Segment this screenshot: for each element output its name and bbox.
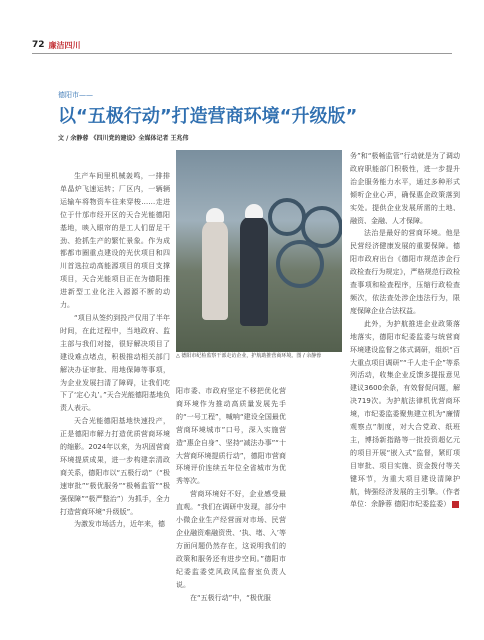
paragraph: 法治是最好的营商环境。他是民营经济健康发展的重要保障。德阳市政府出台《德阳市规范涉企行政检查行为规定》，严格规范行政检查事项和检查程序，压缩行政检查频次，依法查处涉企违法行为，限度保障企业合法权益。 <box>350 229 460 315</box>
paragraph: 营商环境好不好，企业感受最直观。“我们在调研中发现，部分中小微企业生产经营面对市场、民营企业融资难融资贵、‘执、堵、入’等方面问题仍然存在，这说明我们的政策和服务还有进步空间。”德阳市纪委监委党风政风监督室负责人说。 <box>176 490 286 589</box>
text-column-1 <box>60 170 170 531</box>
safety-helmet <box>245 204 263 218</box>
paragraph <box>350 318 460 512</box>
person-figure <box>240 216 268 326</box>
paragraph: 阳市委、市政府坚定不移把优化营商环境作为推动高质量发展先手的“一号工程”，喊响“建设全国最优营商环境城市”口号，深入实施营造“惠企自身”、坚持“减法办事”“十大营商环境提质行动”，德阳市营商环境评价连续五年位全省城市为优秀等次。 <box>176 387 286 486</box>
article-kicker: 德阳市—— <box>58 91 93 99</box>
section-title: 廉洁四川 <box>48 40 81 50</box>
paragraph: 生产车间里机械轰鸣，一排排单晶炉飞速运转；厂区内，一辆辆运输车将物资车往来穿梭……走进位于什邡市经开区的天合光能德阳基地，映入眼帘的是工人们留足干劲、抢抓生产的繁忙景象。作为成都都市圈重点建设的光伏项目和四川首选拉动高能源项目的项目支撑项目，天合光能项目正在为德阳推进新型工业化注入源源不断的动力。 <box>60 172 170 310</box>
page-header <box>32 38 81 52</box>
article-title: 以“五极行动”打造营商环境“升级版” <box>58 106 358 127</box>
text-column-2 <box>176 385 286 604</box>
article-photo <box>176 150 342 352</box>
paragraph: 务”和“极畅监管”行动就是为了调动政府职能部门积极性，进一步提升治企服务能力水平，通过多种形式倾听企业心声，确保惠企政策落到实处。提供企业发展所需的土地、融资、金融、人才保障。 <box>350 152 460 225</box>
article-byline: 文 / 余静蓉 《四川党的建设》全媒体记者 王兆伟 <box>58 135 189 142</box>
paragraph: 在“五极行动”中，“极优服 <box>190 593 271 602</box>
paragraph-text: 此外，为护航推进企业政策落地落实，德阳市纪委监委与统营商环境建设监督之体式调研，组织“百大重点项目调研”“千人走千企”等系列活动，收集企业反馈多提报意见建议3600余条，有效督促问题，解决719次。为护航法律机优营商环境，市纪委监委聚焦建立机为“廉情观察点”制度，对大合党政、纸班主，博扬新指路等一批投资超亿元的项目开展“嵌入式”监督，紧盯项目审批、项目实施、资金拨付等关键环节，为重大项目建设清障护航，铸强经济发展的主引擎。（作者单位：余静蓉 德阳市纪委监委） <box>350 319 460 509</box>
header-divider <box>32 53 452 54</box>
cable-reel <box>276 240 324 288</box>
safety-helmet <box>206 208 224 222</box>
page-number: 72 <box>32 40 45 50</box>
person-figure <box>202 220 228 320</box>
end-of-article-icon <box>452 501 459 508</box>
paragraph: 天合光能德阳基地快速投产，正是德阳市解力打造优质营商环境的缩影。2024年以来，为巩固营商环境提质成果，进一步构建亲清政商关系，德阳市以“五极行动”（“极速审批”“极优服务”“极畅监管”“极强保障”“极严整治”）为抓手，全力打造营商环境“升级版”。 <box>60 417 170 516</box>
paragraph: “项目从签约到投产仅用了半年时间，在此过程中，当地政府、监主部与我们对接，很好解决项目了建设难点堵点，积极推动相关部门解决办证审批、用地保障等事项，为企业发展扫清了障碍，让我们吃下了‘定心丸’。”天合光能德阳基地负责人表示。 <box>60 313 170 413</box>
photo-caption: △ 德阳市纪检监察干部走访企业，护航助推营商环境。图 / 余静蓉 <box>176 353 322 359</box>
text-column-3 <box>350 150 460 511</box>
paragraph: 为激发市场活力，近年来，德 <box>74 520 165 529</box>
